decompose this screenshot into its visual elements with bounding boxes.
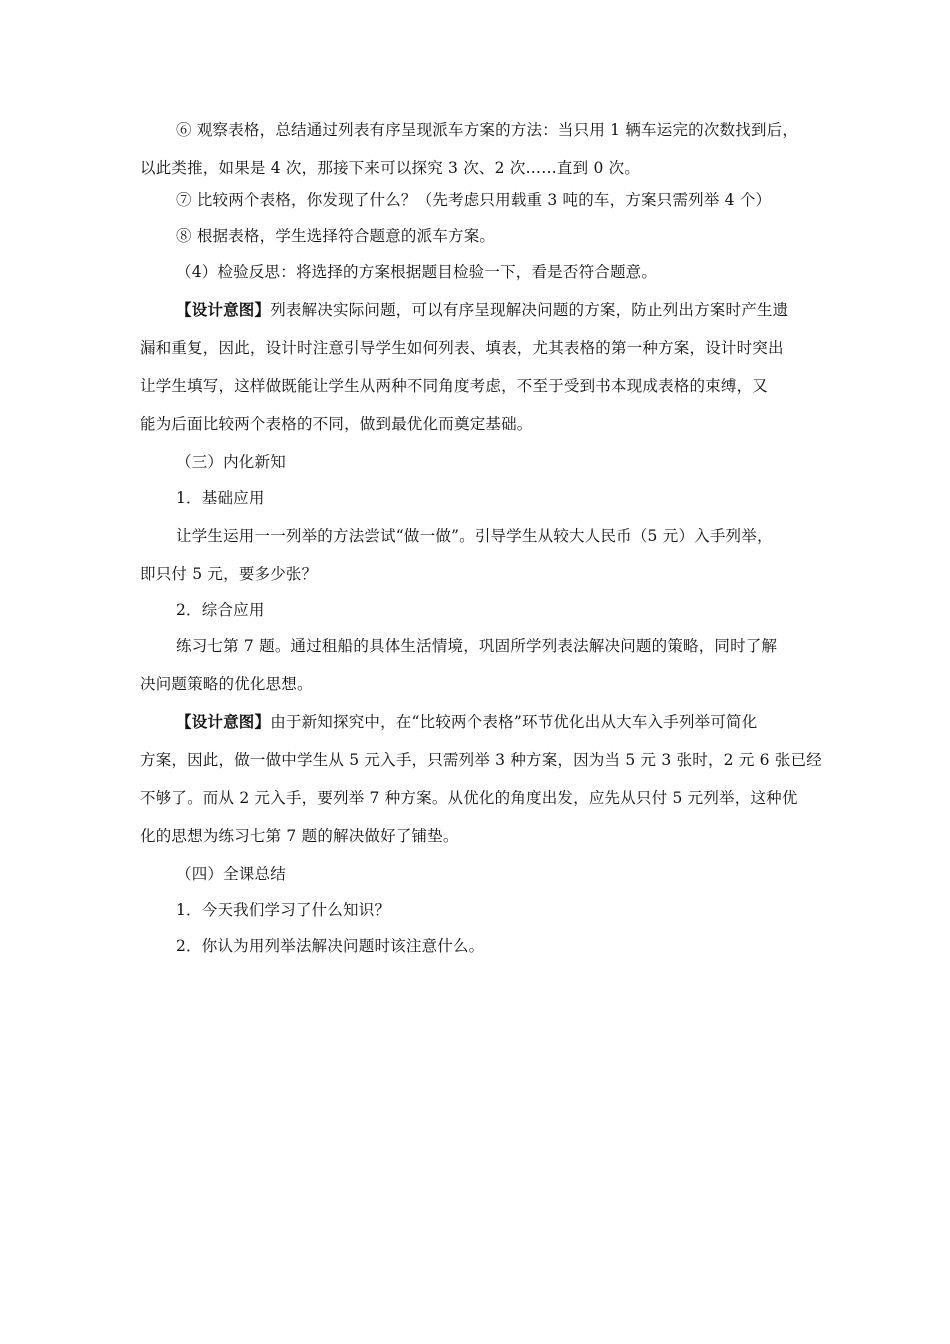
document-body <box>140 120 822 972</box>
summary-question-1: 1．今天我们学习了什么知识？ <box>176 901 391 919</box>
design-intent-1-line1 <box>140 300 808 338</box>
design-intent-1-text: 列表解决实际问题，可以有序呈现解决问题的方案，防止列出方案时产生遗 <box>270 301 789 319</box>
design-intent-2-line4: 化的思想为练习七第 7 题的解决做好了铺垫。 <box>140 827 459 845</box>
paragraph-observe-table-line2: 以此类推，如果是 4 次，那接下来可以探究 3 次、2 次……直到 0 次。 <box>140 159 641 177</box>
subheading-basic-application: 1．基础应用 <box>176 489 265 507</box>
paragraph-comprehensive-application-line1: 练习七第 7 题。通过租船的具体生活情境，巩固所学列表法解决问题的策略，同时了解 <box>176 637 778 655</box>
paragraph-check-reflect: （4）检验反思：将选择的方案根据题目检验一下，看是否符合题意。 <box>176 263 658 281</box>
paragraph-basic-application-line2: 即只付 5 元，要多少张？ <box>140 565 318 583</box>
section-heading-4: （四）全课总结 <box>176 865 286 883</box>
paragraph-compare-tables: ⑦ 比较两个表格，你发现了什么？（先考虑只用载重 3 吨的车，方案只需列举 4 个） <box>176 191 772 209</box>
design-intent-tag: 【设计意图】 <box>176 300 271 319</box>
summary-question-2: 2．你认为用列举法解决问题时该注意什么。 <box>176 937 485 955</box>
design-intent-2-line2: 方案，因此，做一做中学生从 5 元入手，只需列举 3 种方案，因为当 5 元 3 张时，2 元 6 张已经 <box>140 751 822 769</box>
design-intent-1-line4: 能为后面比较两个表格的不同，做到最优化而奠定基础。 <box>140 415 533 433</box>
section-heading-3: （三）内化新知 <box>176 453 286 471</box>
paragraph-basic-application-line1: 让学生运用一一列举的方法尝试“做一做”。引导学生从较大人民币（5 元）入手列举， <box>176 527 773 545</box>
paragraph-observe-table-line1: ⑥ 观察表格，总结通过列表有序呈现派车方案的方法：当只用 1 辆车运完的次数找到后， <box>176 121 799 139</box>
paragraph-choose-plan: ⑧ 根据表格，学生选择符合题意的派车方案。 <box>176 227 496 245</box>
design-intent-2-text: 由于新知探究中，在“比较两个表格”环节优化出从大车入手列举可简化 <box>270 713 758 731</box>
design-intent-1-line3: 让学生填写，这样做既能让学生从两种不同角度考虑，不至于受到书本现成表格的束缚，又 <box>140 377 769 395</box>
design-intent-2-line3: 不够了。而从 2 元入手，要列举 7 种方案。从优化的角度出发，应先从只付 5 元列举，这种优 <box>140 789 798 807</box>
paragraph-comprehensive-application-line2: 决问题策略的优化思想。 <box>140 675 313 693</box>
design-intent-tag: 【设计意图】 <box>176 712 271 731</box>
design-intent-1-line2: 漏和重复，因此，设计时注意引导学生如何列表、填表，尤其表格的第一种方案，设计时突出 <box>140 339 784 357</box>
design-intent-2-line1 <box>140 712 808 750</box>
subheading-comprehensive-application: 2．综合应用 <box>176 601 265 619</box>
